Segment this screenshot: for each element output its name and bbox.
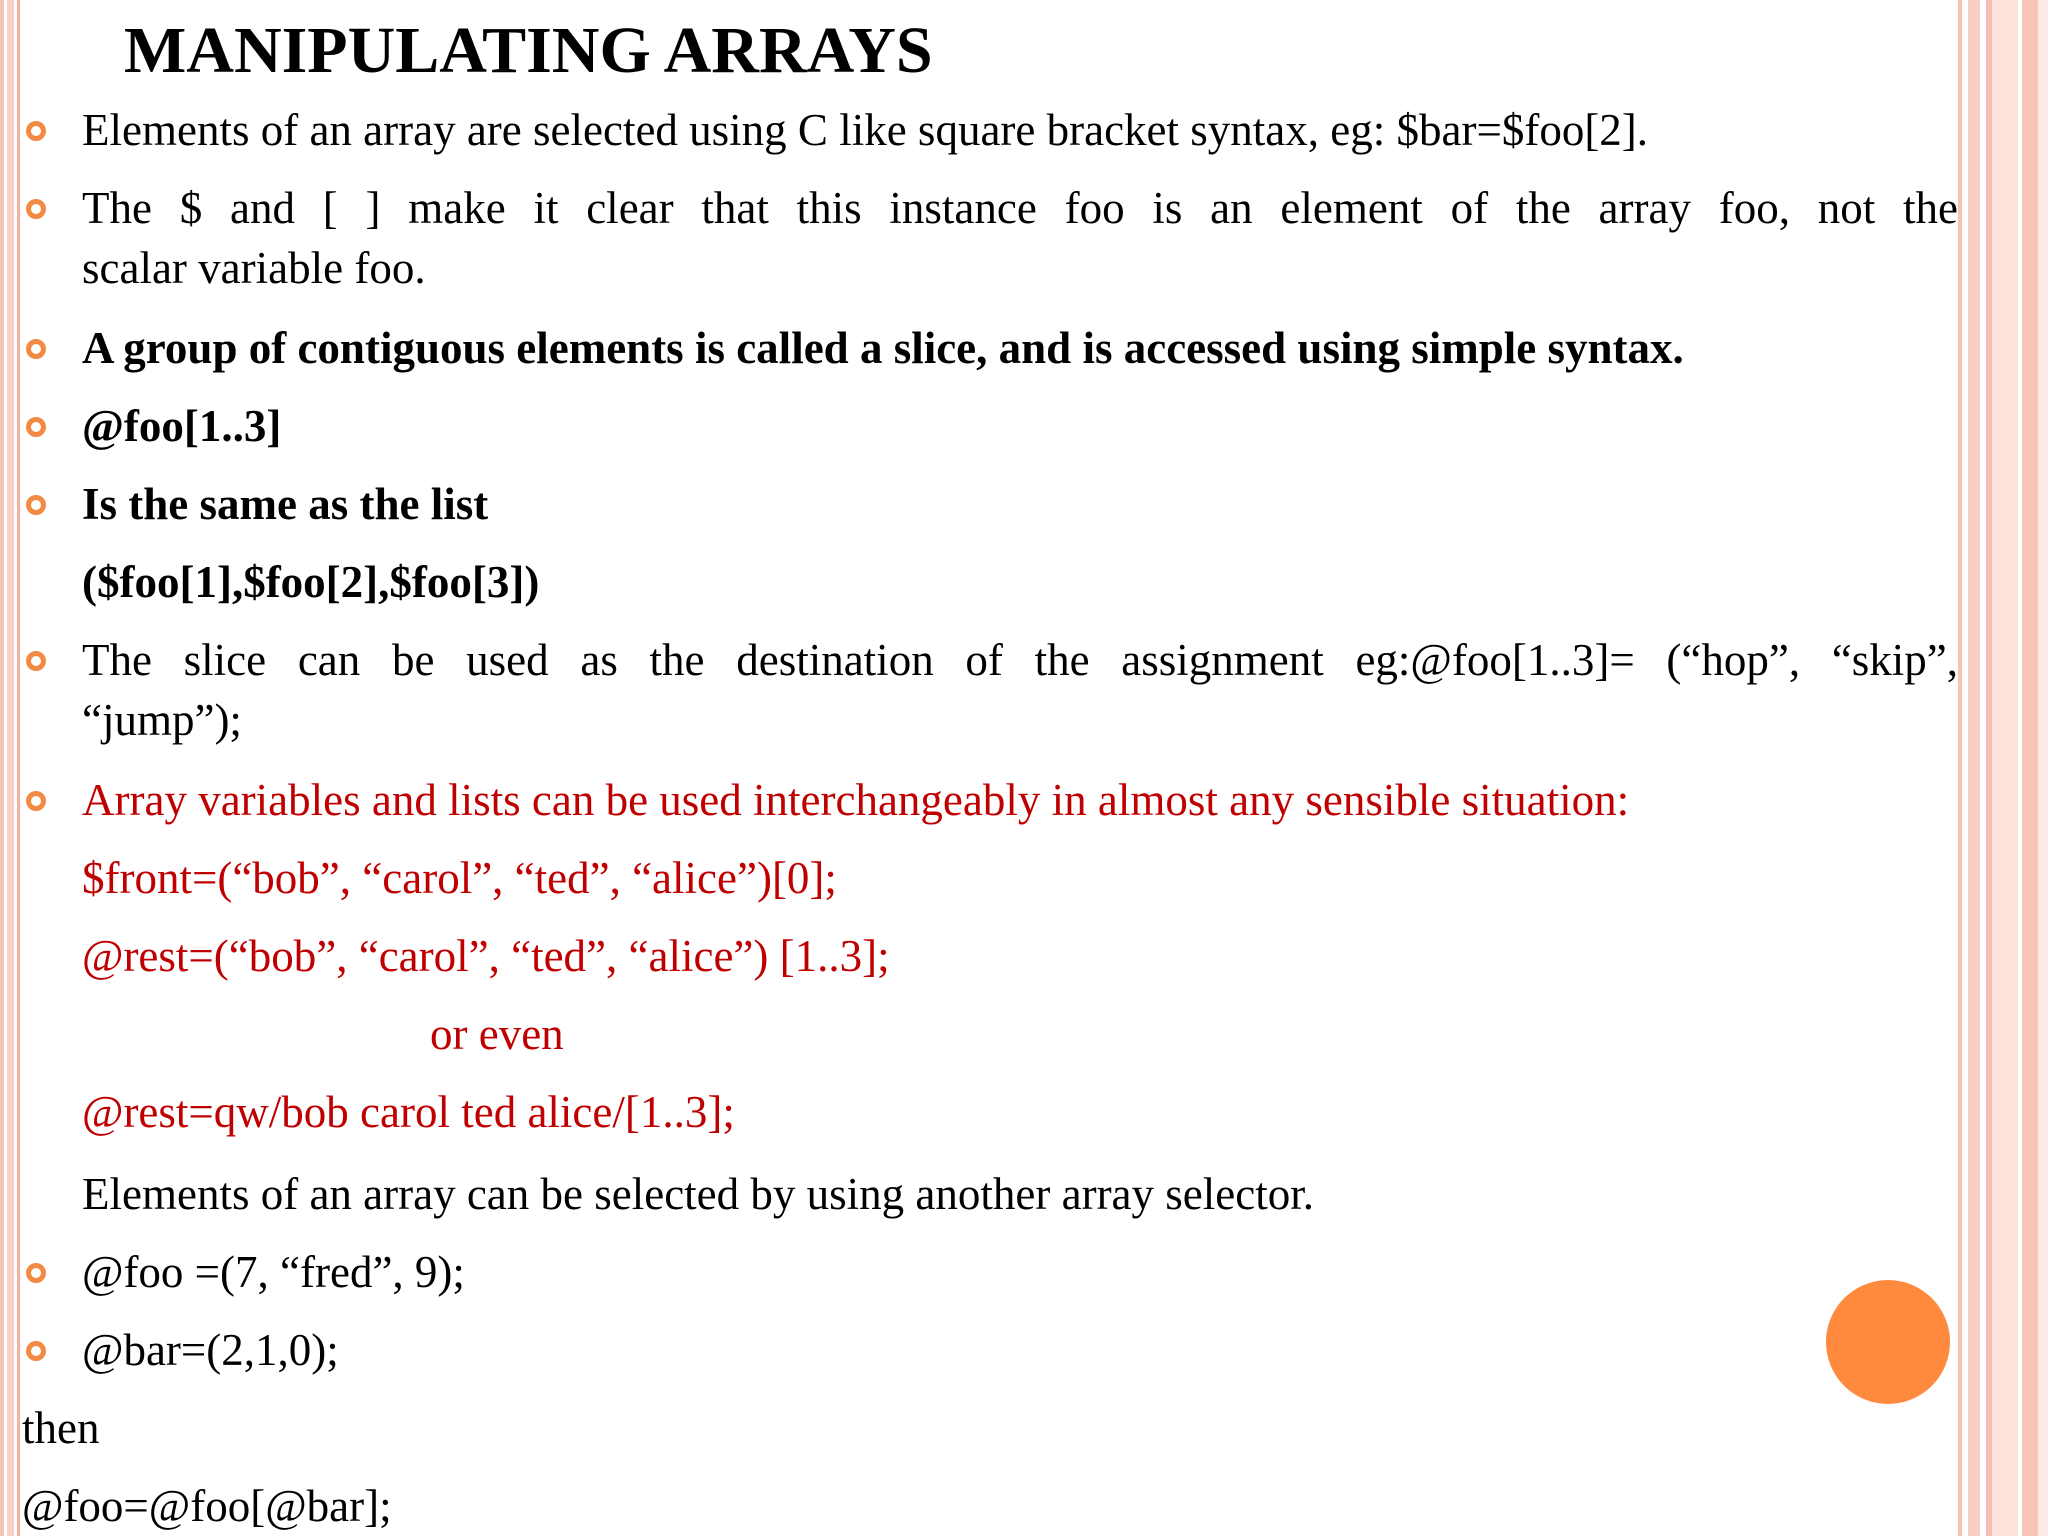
- body-line: scalar variable foo.: [82, 243, 426, 293]
- body-line: or even: [430, 1009, 564, 1059]
- bullet-icon: [26, 1341, 46, 1361]
- body-line: The $ and [ ] make it clear that this instance foo is an element of the array foo, not the: [82, 183, 1958, 233]
- code-line: @foo =(7, “fred”, 9);: [82, 1247, 465, 1297]
- code-line: @rest=(“bob”, “carol”, “ted”, “alice”) [1..3];: [82, 931, 890, 981]
- bullet-icon: [26, 1263, 46, 1283]
- body-line: @foo[1..3]: [82, 401, 282, 451]
- code-line: @bar=(2,1,0);: [82, 1325, 339, 1375]
- decorative-circle: [1826, 1280, 1950, 1404]
- body-line: Elements of an array can be selected by using another array selector.: [82, 1169, 1314, 1219]
- body-line: ($foo[1],$foo[2],$foo[3]): [82, 557, 540, 607]
- bullet-icon: [26, 121, 46, 141]
- body-line: Is the same as the list: [82, 479, 489, 529]
- bullet-icon: [26, 199, 46, 219]
- slide-title: MANIPULATING ARRAYS: [124, 14, 933, 87]
- body-line: then: [22, 1403, 100, 1453]
- bullet-icon: [26, 495, 46, 515]
- code-line: @rest=qw/bob carol ted alice/[1..3];: [82, 1087, 735, 1137]
- code-line: $front=(“bob”, “carol”, “ted”, “alice”)[0];: [82, 853, 837, 903]
- body-line: A group of contiguous elements is called a slice, and is accessed using simple syntax.: [82, 323, 1684, 373]
- body-line: The slice can be used as the destination of the assignment eg:@foo[1..3]= (“hop”, “skip”,: [82, 635, 1958, 685]
- bullet-icon: [26, 651, 46, 671]
- body-line: “jump”);: [82, 695, 242, 745]
- bullet-icon: [26, 417, 46, 437]
- bullet-icon: [26, 339, 46, 359]
- body-line: Elements of an array are selected using C like square bracket syntax, eg: $bar=$foo[2].: [82, 105, 1649, 155]
- left-border-decoration: [0, 0, 22, 1536]
- right-border-decoration: [1958, 0, 2048, 1536]
- code-line: @foo=@foo[@bar];: [22, 1481, 392, 1531]
- bullet-icon: [26, 791, 46, 811]
- body-line: Array variables and lists can be used interchangeably in almost any sensible situation:: [82, 775, 1630, 825]
